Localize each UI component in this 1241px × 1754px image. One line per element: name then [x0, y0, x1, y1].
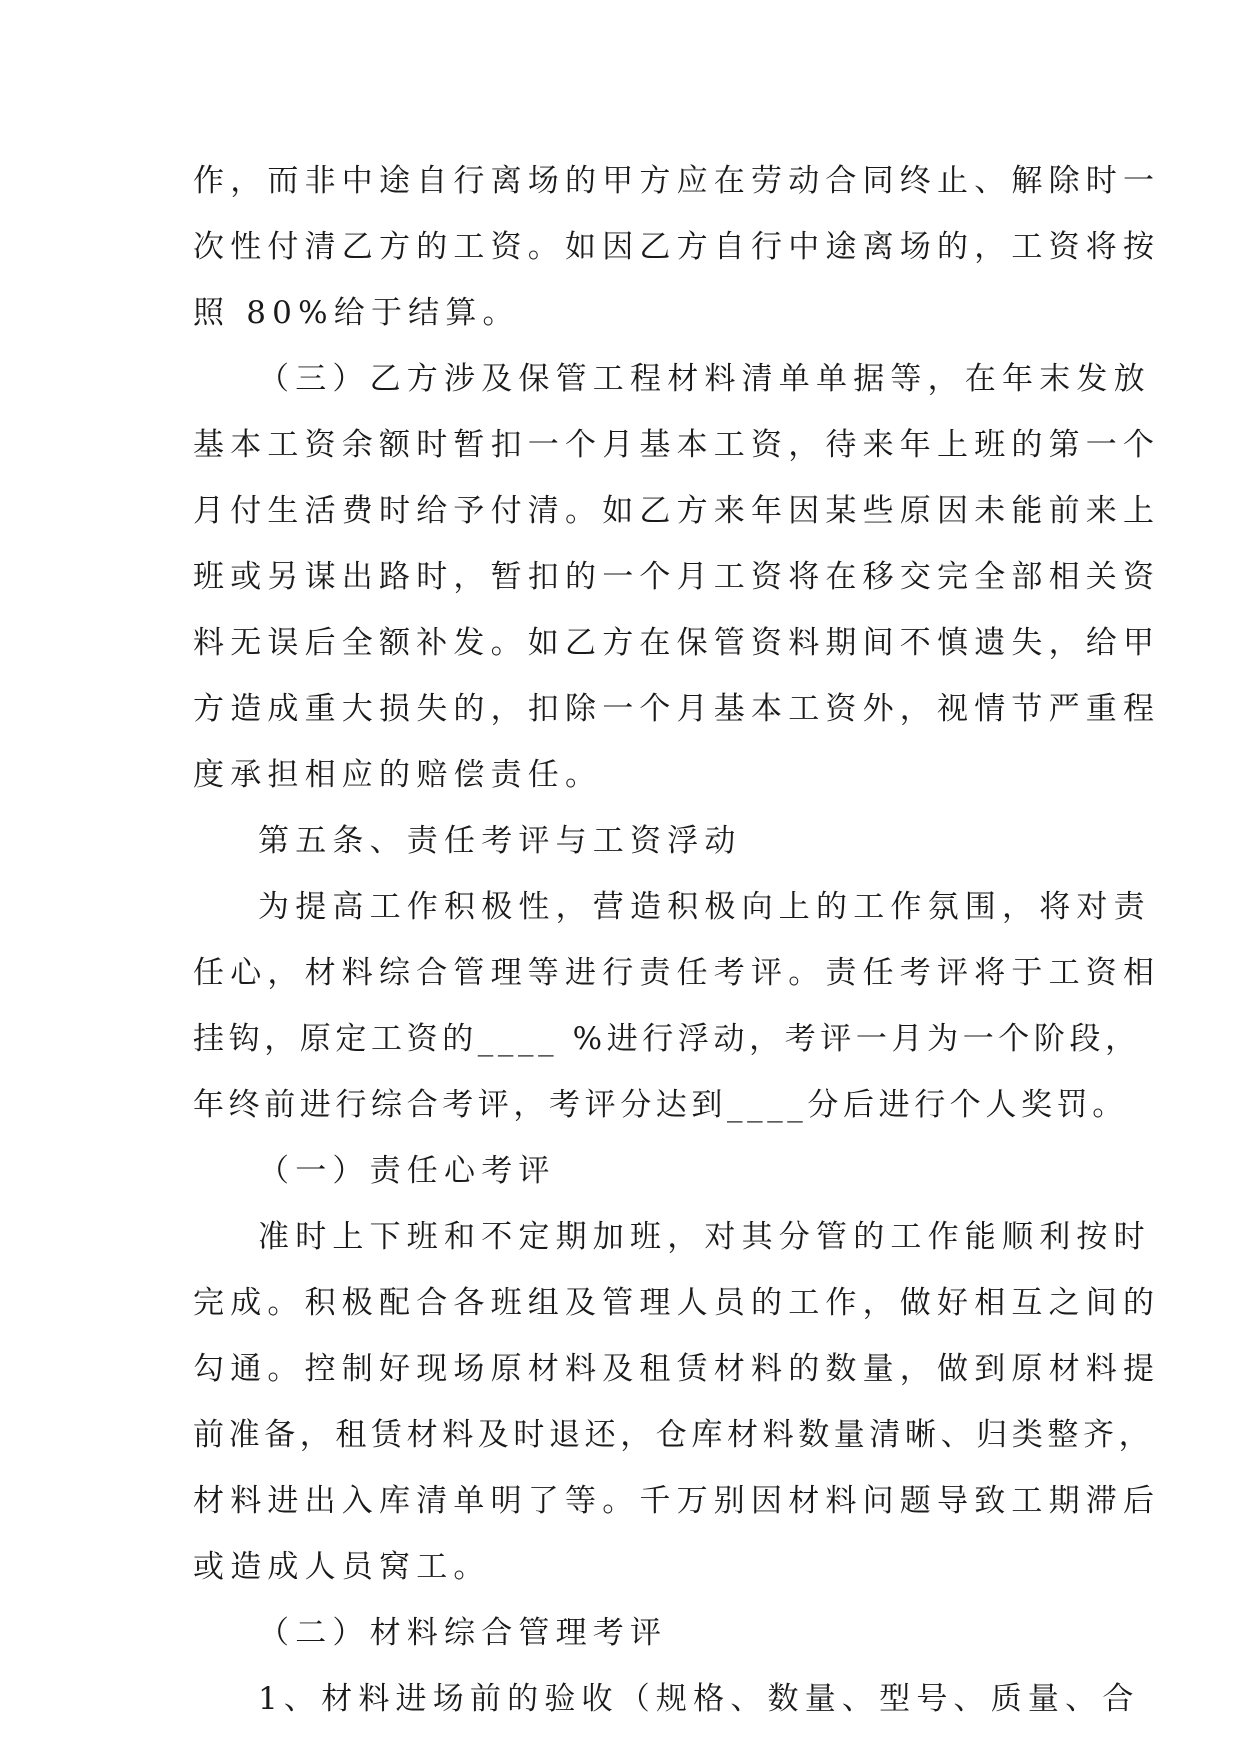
paragraph-line: 基本工资余额时暂扣一个月基本工资，待来年上班的第一个 [193, 427, 1161, 463]
paragraph-line: 作，而非中途自行离场的甲方应在劳动合同终止、解除时一 [193, 163, 1161, 199]
paragraph-line: 料无误后全额补发。如乙方在保管资料期间不慎遗失，给甲 [193, 625, 1161, 661]
paragraph-line: 或造成人员窝工。 [193, 1549, 491, 1585]
paragraph-line: 方造成重大损失的，扣除一个月基本工资外，视情节严重程 [193, 691, 1161, 727]
paragraph-line: 为提高工作积极性，营造积极向上的工作氛围，将对责 [258, 889, 1151, 925]
subsection-heading: （一）责任心考评 [258, 1153, 556, 1189]
paragraph-line: 次性付清乙方的工资。如因乙方自行中途离场的，工资将按 [193, 229, 1161, 265]
paragraph-line: 度承担相应的赔偿责任。 [193, 757, 603, 793]
subsection-heading: （二）材料综合管理考评 [258, 1615, 668, 1651]
paragraph-line: 前准备，租赁材料及时退还，仓库材料数量清晰、归类整齐， [193, 1417, 1155, 1453]
paragraph-line: 班或另谋出路时，暂扣的一个月工资将在移交完全部相关资 [193, 559, 1161, 595]
paragraph-line: 照 80%给于结算。 [193, 295, 520, 331]
paragraph-line: 材料进出入库清单明了等。千万别因材料问题导致工期滞后 [193, 1483, 1161, 1519]
paragraph-line: 1、材料进场前的验收（规格、数量、型号、质量、合 [258, 1681, 1140, 1717]
paragraph-line: 准时上下班和不定期加班，对其分管的工作能顺利按时 [258, 1219, 1151, 1255]
paragraph-line: 挂钩，原定工资的____ %进行浮动，考评一月为一个阶段， [193, 1021, 1141, 1057]
paragraph-line: 年终前进行综合考评，考评分达到____分后进行个人奖罚。 [193, 1087, 1128, 1123]
paragraph-line: 勾通。控制好现场原材料及租赁材料的数量，做到原材料提 [193, 1351, 1161, 1387]
section-heading: 第五条、责任考评与工资浮动 [258, 823, 742, 859]
paragraph-line: 任心，材料综合管理等进行责任考评。责任考评将于工资相 [193, 955, 1161, 991]
paragraph-line: （三）乙方涉及保管工程材料清单单据等，在年末发放 [258, 361, 1151, 397]
paragraph-line: 月付生活费时给予付清。如乙方来年因某些原因未能前来上 [193, 493, 1161, 529]
paragraph-line: 完成。积极配合各班组及管理人员的工作，做好相互之间的 [193, 1285, 1161, 1321]
